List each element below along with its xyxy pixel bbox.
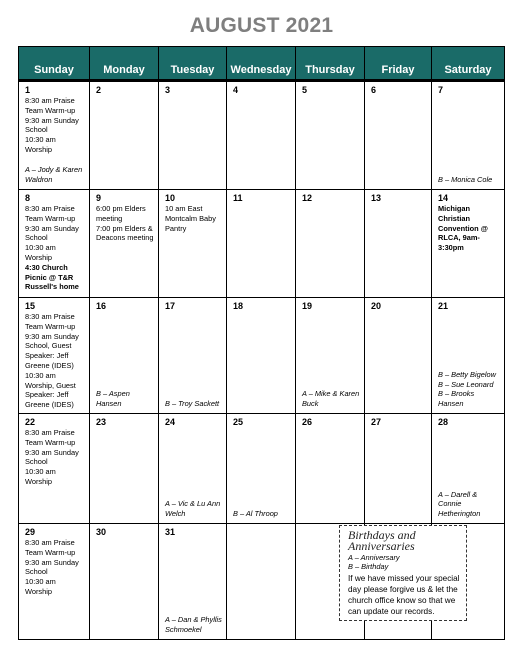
day-events xyxy=(96,204,156,243)
day-number: 7 xyxy=(438,85,444,95)
day-number: 9 xyxy=(96,193,102,203)
event-line-bold: 3:30pm xyxy=(438,243,464,253)
birthday-anniversary xyxy=(302,389,362,409)
day-number: 25 xyxy=(233,417,244,427)
day-events xyxy=(25,538,87,597)
event-line: Worship xyxy=(25,252,52,262)
day-events xyxy=(25,428,87,487)
event-line-bold: Picnic @ T&R xyxy=(25,272,74,282)
birthday-anniversary xyxy=(438,490,502,519)
page-title: AUGUST 2021 xyxy=(189,14,334,37)
birthday-line: Hansen xyxy=(96,399,122,409)
event-line: School xyxy=(25,457,48,467)
day-number: 14 xyxy=(438,193,449,203)
event-line: meeting xyxy=(96,213,123,223)
day-cell xyxy=(90,524,159,640)
day-number: 18 xyxy=(233,301,244,311)
birthday-anniversary xyxy=(438,175,502,185)
day-number: 20 xyxy=(371,301,382,311)
day-cell xyxy=(296,298,365,414)
event-line: 8:30 am Praise xyxy=(25,428,75,437)
weekday-header: Sunday xyxy=(19,47,90,81)
day-number: 10 xyxy=(165,193,176,203)
day-number: 28 xyxy=(438,417,449,427)
event-line: 9:30 am Sunday xyxy=(25,557,79,567)
event-line: Team Warm-up xyxy=(25,105,76,115)
birthday-line: B – Brooks xyxy=(438,389,475,399)
day-cell xyxy=(296,414,365,524)
birthday-anniversary xyxy=(438,370,502,409)
day-cell xyxy=(227,190,296,298)
day-cell xyxy=(19,81,90,190)
day-number: 4 xyxy=(233,85,239,95)
day-cell xyxy=(90,190,159,298)
day-cell xyxy=(365,414,432,524)
event-line: Greene (IDES) xyxy=(25,400,74,410)
birthday-line: Waldron xyxy=(25,175,53,185)
event-line-bold: Christian xyxy=(438,213,471,223)
birthday-anniversary xyxy=(233,509,293,519)
weekday-header: Saturday xyxy=(432,47,505,81)
day-number: 15 xyxy=(25,301,36,311)
day-cell xyxy=(432,190,505,298)
event-line: 10:30 am xyxy=(25,135,56,145)
day-cell xyxy=(296,190,365,298)
day-cell xyxy=(159,81,227,190)
day-number: 12 xyxy=(302,193,313,203)
day-number: 16 xyxy=(96,301,107,311)
weekday-header: Wednesday xyxy=(227,47,296,81)
day-cell xyxy=(432,298,505,414)
event-line: 9:30 am Sunday xyxy=(25,447,79,457)
legend-message: If we have missed your special day please forgive us & let the church office know so that we can update our records. xyxy=(348,574,460,616)
event-line: 9:30 am Sunday xyxy=(25,223,79,233)
day-cell xyxy=(432,414,505,524)
day-cell xyxy=(227,298,296,414)
event-line: Pantry xyxy=(165,223,187,233)
day-cell xyxy=(159,524,227,640)
day-cell xyxy=(365,298,432,414)
weekday-header: Friday xyxy=(365,47,432,81)
event-line: 8:30 am Praise xyxy=(25,312,75,321)
day-cell xyxy=(159,190,227,298)
birthday-line: A – Vic & Lu Ann xyxy=(165,499,221,509)
day-number: 1 xyxy=(25,85,31,95)
day-cell xyxy=(19,190,90,298)
day-number: 24 xyxy=(165,417,176,427)
day-cell xyxy=(19,298,90,414)
legend-key-birthday: B – Birthday xyxy=(348,561,389,571)
event-line: School xyxy=(25,233,48,243)
week-row xyxy=(19,190,505,298)
event-line: 8:30 am Praise xyxy=(25,204,75,213)
event-line: 6:00 pm Elders xyxy=(96,204,146,213)
day-number: 5 xyxy=(302,85,308,95)
event-line: 10:30 am xyxy=(25,370,56,380)
birthday-line: A – Mike & Karen xyxy=(302,389,360,399)
birthday-line: B – Troy Sackett xyxy=(165,399,220,409)
birthday-line: Connie xyxy=(438,499,462,509)
day-number: 13 xyxy=(371,193,382,203)
day-number: 3 xyxy=(165,85,171,95)
day-number: 31 xyxy=(165,527,176,537)
event-line: School xyxy=(25,567,48,577)
day-cell xyxy=(227,414,296,524)
event-line: 10:30 am xyxy=(25,577,56,587)
day-number: 19 xyxy=(302,301,313,311)
day-cell xyxy=(90,414,159,524)
day-number: 27 xyxy=(371,417,382,427)
legend-box xyxy=(339,525,467,621)
weekday-header-row xyxy=(19,47,505,81)
event-line: 10 am East xyxy=(165,204,203,213)
day-cell xyxy=(159,414,227,524)
event-line-bold: Russell's home xyxy=(25,282,79,292)
week-row xyxy=(19,81,505,190)
event-line: School, Guest xyxy=(25,341,72,351)
birthday-line: B – Aspen xyxy=(96,389,130,399)
weekday-header: Thursday xyxy=(296,47,365,81)
day-events xyxy=(25,312,87,410)
day-number: 17 xyxy=(165,301,176,311)
birthday-line: Hansen xyxy=(438,399,464,409)
birthday-anniversary xyxy=(96,389,156,409)
birthday-line: Schmoekel xyxy=(165,625,202,635)
week-row xyxy=(19,298,505,414)
birthday-anniversary xyxy=(165,615,224,635)
day-events xyxy=(25,204,87,292)
day-number: 8 xyxy=(25,193,31,203)
event-line: Speaker: Jeff xyxy=(25,351,69,361)
event-line: 10:30 am xyxy=(25,243,56,253)
event-line: 9:30 am Sunday xyxy=(25,331,79,341)
day-number: 2 xyxy=(96,85,102,95)
event-line: 9:30 am Sunday xyxy=(25,115,79,125)
event-line: Speaker: Jeff xyxy=(25,390,69,400)
birthday-line: A – Jody & Karen xyxy=(25,165,83,175)
event-line: Greene (IDES) xyxy=(25,360,74,370)
event-line-bold: 4:30 Church xyxy=(25,262,68,272)
event-line: School xyxy=(25,125,48,135)
day-cell xyxy=(365,81,432,190)
event-line-bold: Convention @ xyxy=(438,223,488,233)
legend-title: Birthdays and Anniversaries xyxy=(348,528,416,553)
event-line: 8:30 am Praise xyxy=(25,538,75,547)
birthday-line: Welch xyxy=(165,509,186,519)
event-line: 10:30 am xyxy=(25,467,56,477)
event-line: Worship xyxy=(25,586,52,596)
birthday-anniversary xyxy=(165,499,224,519)
birthday-line: B – Sue Leonard xyxy=(438,379,494,389)
day-cell xyxy=(19,414,90,524)
event-line: Worship xyxy=(25,476,52,486)
event-line: Deacons meeting xyxy=(96,233,154,243)
day-number: 6 xyxy=(371,85,377,95)
day-cell xyxy=(432,81,505,190)
event-line: 8:30 am Praise xyxy=(25,96,75,105)
birthday-line: A – Darell & xyxy=(438,489,478,499)
day-number: 21 xyxy=(438,301,449,311)
birthday-line: Buck xyxy=(302,399,319,409)
day-cell xyxy=(90,298,159,414)
event-line: Team Warm-up xyxy=(25,437,76,447)
day-cell xyxy=(19,524,90,640)
day-number: 22 xyxy=(25,417,36,427)
event-line: Worship, Guest xyxy=(25,380,76,390)
day-cell xyxy=(227,81,296,190)
day-events xyxy=(438,204,502,253)
birthday-anniversary xyxy=(165,399,224,409)
birthday-anniversary xyxy=(25,165,87,185)
legend-key-anniversary: A – Anniversary xyxy=(348,553,400,562)
week-row xyxy=(19,414,505,524)
day-cell xyxy=(365,190,432,298)
day-cell xyxy=(227,524,296,640)
day-number: 29 xyxy=(25,527,36,537)
day-cell xyxy=(296,81,365,190)
event-line-bold: Michigan xyxy=(438,204,471,213)
day-number: 26 xyxy=(302,417,313,427)
day-cell xyxy=(159,298,227,414)
event-line-bold: RLCA, 9am- xyxy=(438,233,480,243)
day-number: 30 xyxy=(96,527,107,537)
weekday-header: Monday xyxy=(90,47,159,81)
day-number: 11 xyxy=(233,193,243,203)
event-line: Montcalm Baby xyxy=(165,213,216,223)
birthday-line: A – Dan & Phyllis xyxy=(165,615,222,625)
day-number: 23 xyxy=(96,417,107,427)
birthday-line: B – Monica Cole xyxy=(438,175,493,185)
event-line: Team Warm-up xyxy=(25,213,76,223)
event-line: 7:00 pm Elders & xyxy=(96,223,153,233)
event-line: Worship xyxy=(25,144,52,154)
event-line: Team Warm-up xyxy=(25,547,76,557)
birthday-line: B – Betty Bigelow xyxy=(438,369,496,379)
weekday-header: Tuesday xyxy=(159,47,227,81)
event-line: Team Warm-up xyxy=(25,321,76,331)
day-events xyxy=(25,96,87,155)
day-cell xyxy=(90,81,159,190)
birthday-line: B – Al Throop xyxy=(233,509,278,519)
day-events xyxy=(165,204,224,233)
birthday-line: Hetherington xyxy=(438,509,481,519)
